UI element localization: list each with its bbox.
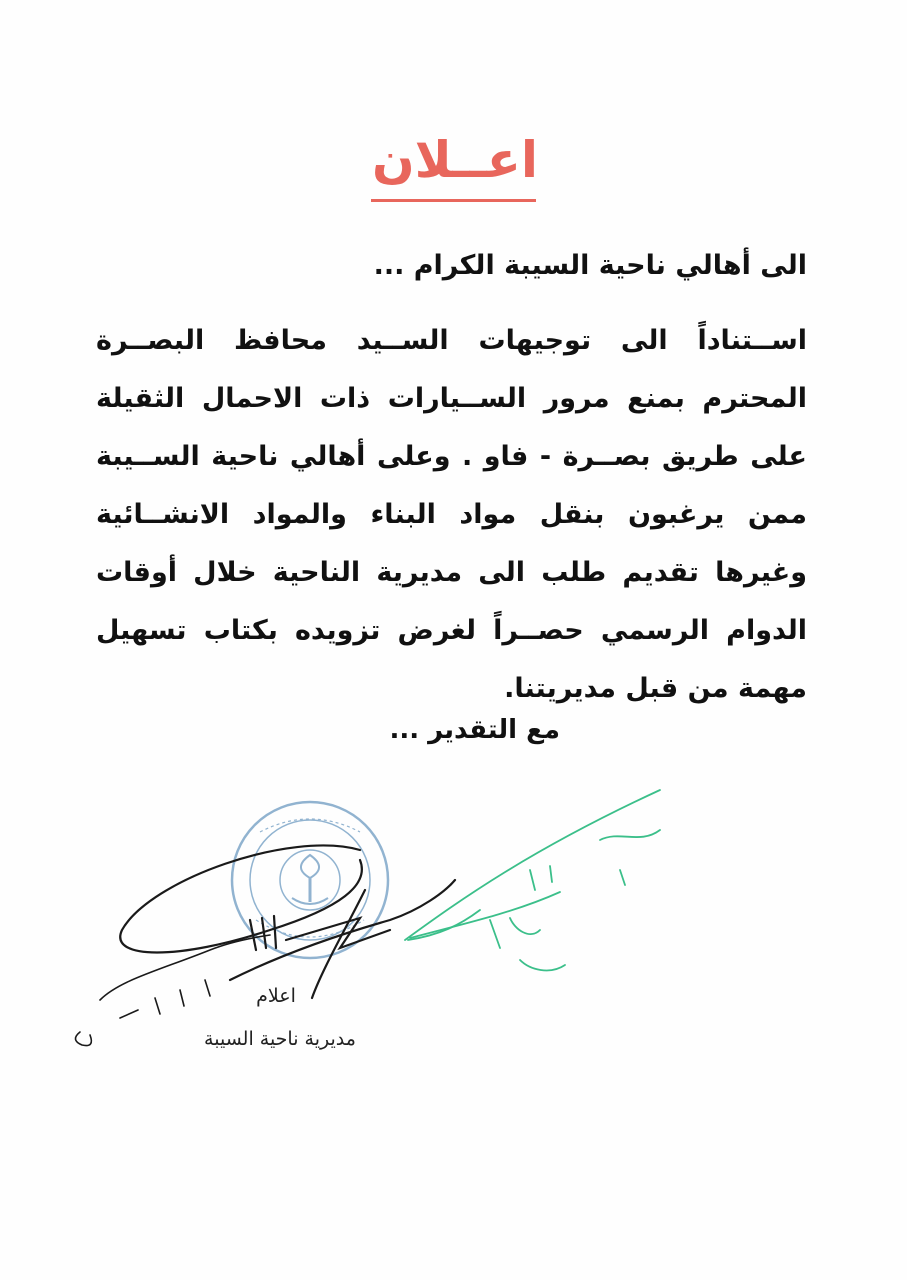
announcement-title: اعــلان [371, 131, 539, 189]
closing-line: مع التقدير ... [389, 715, 560, 745]
greeting-line: الى أهالي ناحية السيبة الكرام ... [373, 250, 807, 281]
signature-and-stamp [60, 770, 700, 1090]
signature-title: اعلام [256, 985, 296, 1007]
issuing-department: مديرية ناحية السيبة [204, 1028, 356, 1050]
title-underline [371, 199, 536, 202]
green-ink-annotation-icon [405, 790, 660, 970]
signature-block [60, 770, 700, 1090]
announcement-body: اســتناداً الى توجيهات الســيد محافظ البصــرة المحترم بمنع مرور الســيارات ذات الاحمال الثقيلة على طريق بصــرة - فاو . وعلى أهالي ناحية الســيبة ممن يرغبون بنقل مواد البناء والمواد الانشــائية وغيرها تقديم طلب الى مديرية الناحية خلال أوقات الدوام الرسمي حصــراً لغرض تزويده بكتاب تسهيل مهمة من قبل مديريتنا. [96, 325, 807, 704]
black-signature-icon [120, 845, 455, 998]
